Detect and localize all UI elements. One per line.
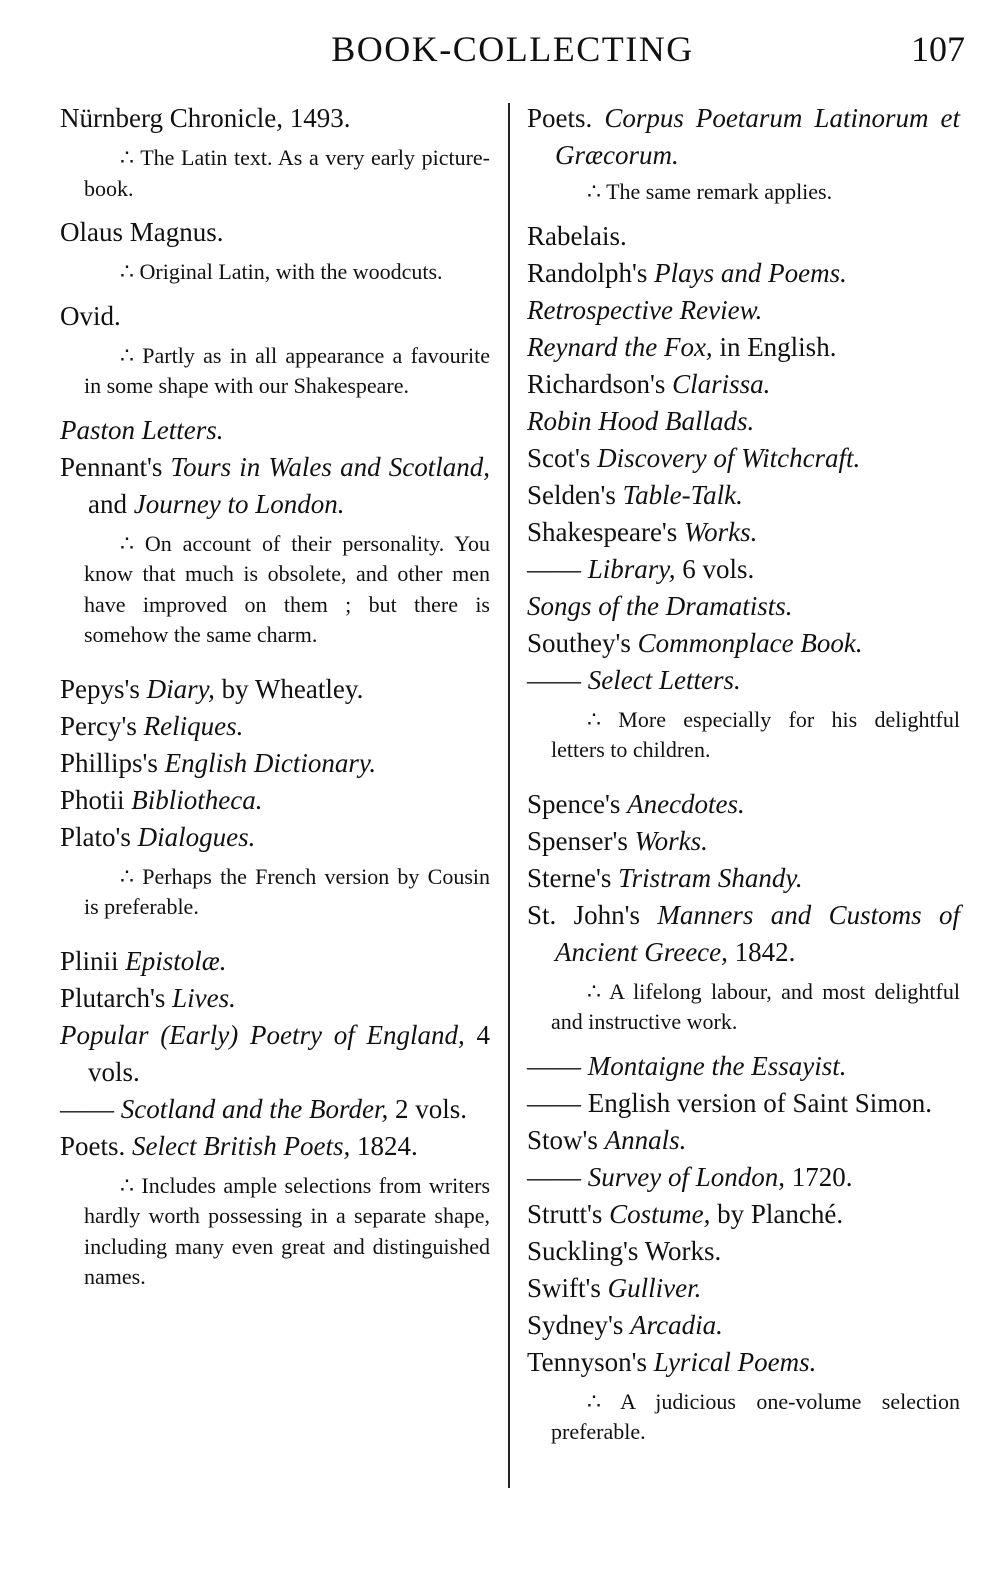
entry-title: Survey of London, [587,1161,785,1192]
entry-text: by Planché. [710,1198,844,1229]
annotation: ∴ Partly as in all appearance a favourite in some shape with our Shakespeare. [84,342,490,398]
entry-title: Clarissa. [672,368,771,399]
entry-text: Rabelais. [527,220,627,251]
entry-text: Percy's [60,710,144,741]
entry-title: Tristram Shandy. [618,862,803,893]
entry [527,440,960,477]
entry-title: Works. [684,516,758,547]
entry-title: Diary, [146,673,215,704]
entry-text: —— [527,1050,588,1081]
entry [527,662,960,699]
entry-text: Swift's [527,1272,608,1303]
entry-title: Plays and Poems. [654,257,847,288]
entry-title: Bibliotheca. [131,784,263,815]
entry-text: Pepys's [60,673,147,704]
entry-title: Songs of the Dramatists. [527,590,793,621]
entry-text: and [88,488,134,519]
entry [60,100,490,137]
entry [527,1085,960,1122]
entry-title: Select British Poets, [132,1130,351,1161]
entry [60,412,490,449]
entry-title: Library, [587,553,676,584]
entry-text: —— [527,664,588,695]
entry-text: Pennant's [60,451,171,482]
entry-text: Spence's [527,788,628,819]
entry [527,786,960,823]
entry-title: Anecdotes. [627,788,745,819]
entry-title: Montaigne the Essayist. [587,1050,847,1081]
entry-title: Robin Hood Ballads. [527,405,755,436]
entry [527,1270,960,1307]
annotation: ∴ Includes ample selections from writers hardly worth possessing in a separate shape, including many even great and distinguished names. [84,1172,490,1289]
entry [60,449,490,523]
entry-title: English Dictionary. [164,747,377,778]
annotation: ∴ Perhaps the French version by Cousin is preferable. [84,863,490,919]
entry-text: in English. [712,331,837,362]
entry [60,1017,490,1091]
entry [60,708,490,745]
entry [527,1196,960,1233]
entry [60,298,490,335]
entry [60,214,490,251]
page-header [60,28,965,78]
entry-title: Tours in Wales and Scotland, [170,451,491,482]
entry-title: Table-Talk. [622,479,743,510]
entry-title: Manners and Customs of Ancient Greece, [555,899,961,967]
entry [527,1122,960,1159]
entry-title: Select Letters. [587,664,741,695]
entry [60,782,490,819]
entry-text: Southey's [527,627,638,658]
entry-title: Reliques. [143,710,244,741]
entry-title: Scotland and the Border, [120,1093,389,1124]
entry [527,588,960,625]
entry-text: Ovid. [60,300,121,331]
annotation: ∴ On account of their personality. You know that much is obsolete, and other men have improved on them ; but there is somehow the same charm. [84,530,490,647]
entry-text: —— English version of Saint Simon. [527,1087,932,1118]
entry [60,943,490,980]
entry [527,860,960,897]
entry-text: Richardson's [527,368,673,399]
entry-title: Costume, [609,1198,711,1229]
entry-text: Plutarch's [60,982,173,1013]
annotation: ∴ A judicious one-volume selection preferable. [551,1388,960,1444]
entry-text: Selden's [527,479,623,510]
entry-text: —— [60,1093,121,1124]
annotation: ∴ The Latin text. As a very early picture-book. [84,145,490,201]
entry-text: Scot's [527,442,598,473]
entry [527,1048,960,1085]
annotation: ∴ The same remark applies. [587,179,833,204]
entry-text: Nürnberg Chronicle, 1493. [60,103,351,133]
entry-text: Tennyson's [527,1346,654,1377]
entry-text: Shakespeare's [527,516,685,547]
entry-text: Sydney's [527,1309,631,1340]
entry [527,514,960,551]
entry [527,366,960,403]
entry-text: by Wheatley. [214,673,364,704]
entry-title: Discovery of Witchcraft. [597,442,861,473]
running-head: BOOK-COLLECTING [331,29,694,69]
entry [60,671,490,708]
entry-text: Stow's [527,1124,605,1155]
entry-text: 1824. [350,1130,418,1161]
entry [527,1344,960,1381]
entry-text: —— [527,1161,588,1192]
entry-text: Strutt's [527,1198,610,1229]
entry [527,1233,960,1270]
entry-text: 2 vols. [388,1093,467,1124]
entry [527,292,960,329]
entry-text: 1720. [784,1161,853,1192]
annotation: ∴ Original Latin, with the woodcuts. [120,259,443,284]
entry-text: Plinii [60,945,126,976]
entry-text: Phillips's [60,747,165,778]
entry-title: Commonplace Book. [637,627,863,658]
entry [527,100,960,174]
entry-text: Photii [60,784,132,815]
entry-text: Poets. [60,1130,133,1161]
entry-title: Journey to London. [133,488,345,519]
entry [527,403,960,440]
entry-text: Sterne's [527,862,619,893]
entry-text: Poets. [527,103,605,133]
entry [527,625,960,662]
entry-text: Randolph's [527,257,655,288]
entry [527,551,960,588]
entry-text: St. John's [527,899,658,930]
entry-title: Works. [634,825,708,856]
entry-title: Gulliver. [607,1272,702,1303]
entry-title: Lyrical Poems. [653,1346,817,1377]
entry-text: Plato's [60,821,138,852]
entry [60,819,490,856]
entry-title: Dialogues. [137,821,256,852]
page-number: 107 [911,29,965,69]
entry [60,745,490,782]
entry [527,255,960,292]
entry [60,1091,490,1128]
entry [527,897,960,971]
annotation: ∴ More especially for his delightful letters to children. [551,706,960,762]
entry [60,980,490,1017]
entry-text: —— [527,553,588,584]
entry-title: Paston Letters. [60,414,224,445]
entry-title: Arcadia. [630,1309,723,1340]
column-divider [508,103,510,1488]
entry-text: 4 vols. [88,1019,490,1087]
right-column [527,100,960,1458]
annotation: ∴ A lifelong labour, and most delightful and instructive work. [551,978,960,1034]
entry [527,477,960,514]
entry-title: Epistolæ. [125,945,227,976]
entry [60,1128,490,1165]
entry [527,823,960,860]
entry [527,218,960,255]
entry-title: Popular (Early) Poetry of England, [60,1019,465,1050]
entry-text: Suckling's Works. [527,1235,722,1266]
entry-text: Olaus Magnus. [60,217,224,247]
entry-text: 1842. [727,936,796,967]
entry-text: Spenser's [527,825,635,856]
entry-text: 6 vols. [675,553,755,584]
left-column [60,100,490,1303]
entry [527,1307,960,1344]
entry-title: Lives. [172,982,236,1013]
entry-title: Annals. [604,1124,687,1155]
entry [527,1159,960,1196]
entry-title: Reynard the Fox, [527,331,713,362]
entry-title: Retrospective Review. [527,294,763,325]
entry [527,329,960,366]
entry-title: Corpus Poetarum Latinorum et Græcorum. [555,103,960,170]
